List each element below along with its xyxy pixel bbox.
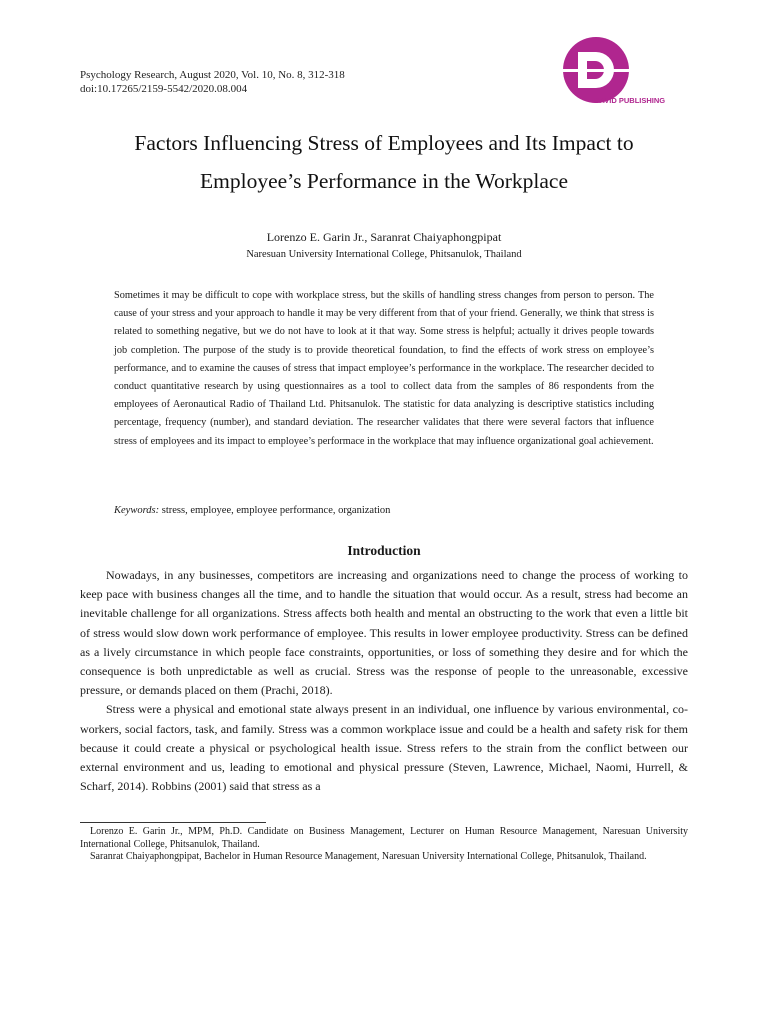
title-line-2: Employee’s Performance in the Workplace (199, 169, 569, 193)
journal-citation: Psychology Research, August 2020, Vol. 10, No. 8, 312-318 (80, 69, 345, 81)
doi-line: doi:10.17265/2159-5542/2020.08.004 (80, 83, 248, 95)
footnote-2: Saranrat Chaiyaphongpipat, Bachelor in Human Resource Management, Naresuan University International College, Phitsanulok, Thailand. (90, 851, 647, 862)
intro-paragraph-1: Nowadays, in any businesses, competitors are increasing and organizations need to change the process of working to keep pace with business changes all the time, and to handle the situation that would occur. As a result, stress had become an inevitable challenge for all organizations. Stress affects both health and mental an obstructing to the work that even a little bit of stress would slow down work performance of employee. This results in lower employee productivity. Stress can be defined as a lively circumstance in which people face constraints, opportunities, or loss of something they desire and for which the consequence is both unpredictable as well as crucial. Stress was the response of people to the unreasonable, excessive pressure, or demands placed on them (Prachi, 2018). (80, 568, 688, 698)
title-line-1: Factors Influencing Stress of Employees and Its Impact to (134, 131, 634, 155)
footnote-divider (80, 822, 266, 823)
introduction-heading: Introduction (347, 543, 421, 558)
keywords (114, 504, 654, 518)
logo-text: DAVID PUBLISHING (594, 96, 666, 105)
intro-paragraph-2: Stress were a physical and emotional state always present in an individual, one influence by various environmental, co-workers, social factors, task, and family. Stress was a common workplace issue and could be a health and safety risk for them because it could create a physical or psychological health issue. Stress refers to the strain from the conflict between our external environment and us, leading to emotional and physical pressure (Steven, Lawrence, Michael, Naomi, Hurrell, & Scharf, 2014). Robbins (2001) said that stress as a (80, 702, 688, 794)
keywords-list: stress, employee, employee performance, organization (161, 505, 391, 516)
paper-title (60, 124, 708, 200)
abstract: Sometimes it may be difficult to cope with workplace stress, but the skills of handling stress changes from person to person. The cause of your stress and your approach to handle it may be very different from that of your friend. Generally, we think that stress is related to something negative, but we do not have to look at it that way. Some stress is helpful; actually it drives people towards job completion. The purpose of the study is to provide theoretical foundation, to find the effects of work stress on employee’s performance, and to examine the causes of stress that impact employee’s performance in the workplace. The researcher decided to conduct quantitative research by using questionnaires as a tool to collect data from the samples of 86 respondents from the employees of Aeronautical Radio of Thailand Ltd. Phitsanulok. The statistic for data analyzing is descriptive statistics including percentage, frequency (number), and standard deviation. The researcher validates that there were several factors that influence stress of employees and its impact to employee’s performace in the workplace that may influence organizational goal achievement. (114, 290, 654, 447)
footnotes (80, 826, 688, 864)
footnote-1: Lorenzo E. Garin Jr., MPM, Ph.D. Candidate on Business Management, Lecturer on Human Resource Management, Naresuan University International College, Phitsanulok, Thailand. (80, 826, 688, 850)
authors: Lorenzo E. Garin Jr., Saranrat Chaiyaphongpipat (266, 230, 502, 244)
affiliation: Naresuan University International College, Phitsanulok, Thailand (246, 249, 522, 260)
introduction-body (80, 566, 688, 796)
keywords-label: Keywords: (114, 505, 160, 516)
david-publishing-logo (558, 36, 698, 116)
journal-header (80, 68, 345, 96)
